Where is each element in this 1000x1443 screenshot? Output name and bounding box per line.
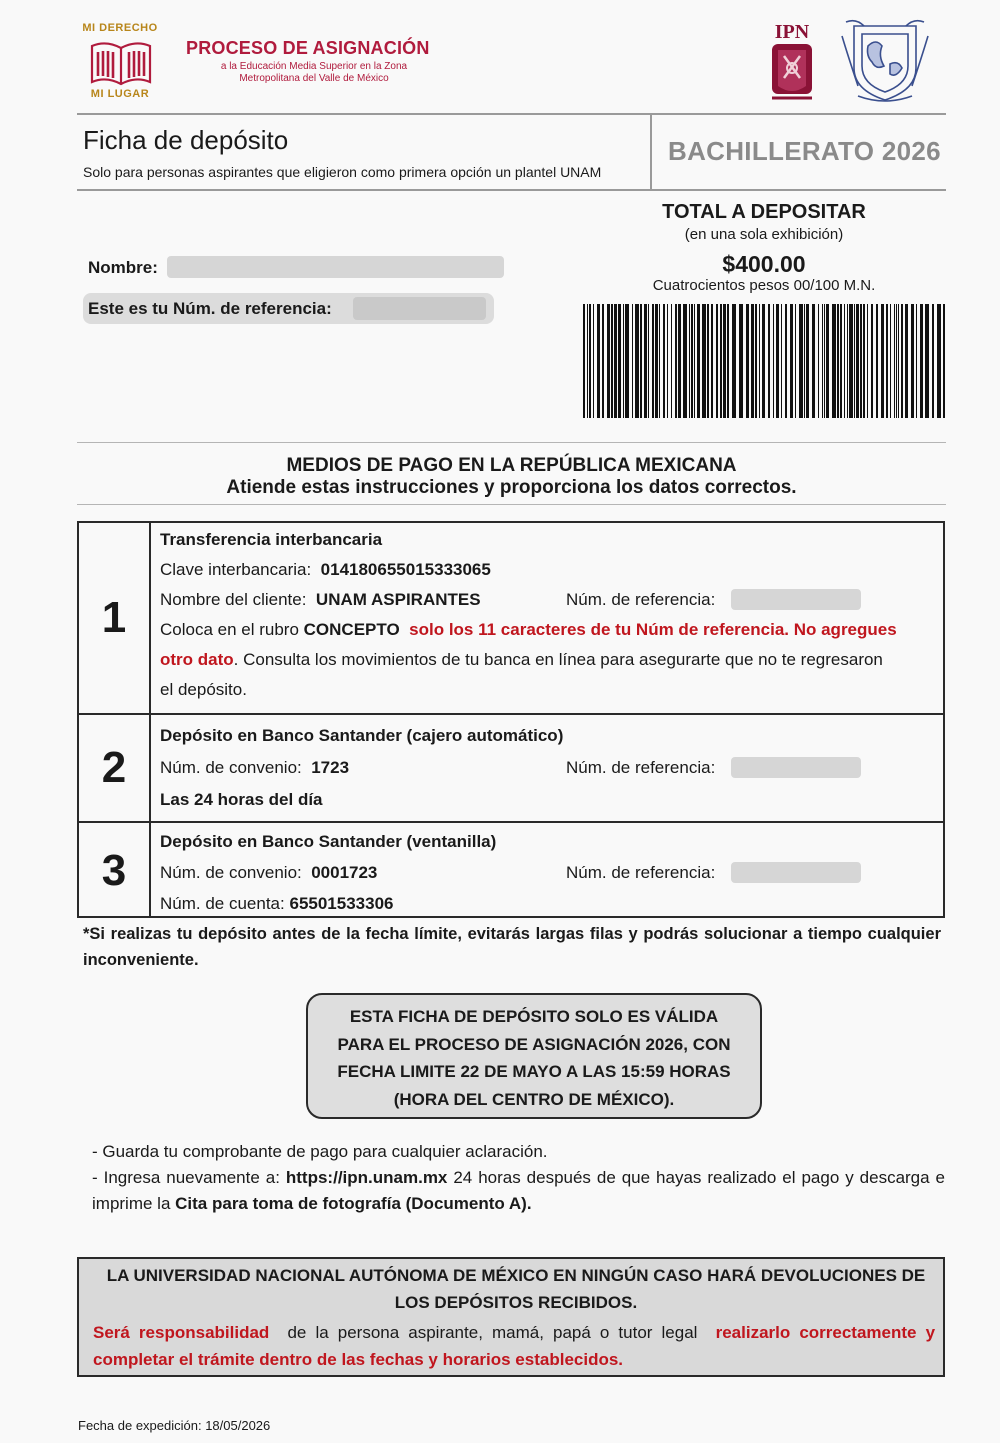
barcode-bar	[671, 304, 672, 418]
barcode-bar	[694, 304, 695, 418]
payment-method-row	[79, 823, 943, 918]
barcode-bar	[925, 304, 929, 418]
barcode-bar	[832, 304, 836, 418]
logo-bottom-text: MI LUGAR	[90, 88, 150, 100]
barcode-bar	[799, 304, 803, 418]
barcode-bar	[937, 304, 941, 418]
clabe-line	[160, 555, 937, 585]
barcode-bar	[689, 304, 690, 418]
barcode-bar	[943, 304, 945, 418]
amount-words: Cuatrocientos pesos 00/100 M.N.	[652, 277, 876, 294]
warning-body	[93, 1319, 935, 1373]
barcode-bar	[790, 304, 793, 418]
barcode-bar	[727, 304, 729, 418]
barcode-bar	[655, 304, 658, 418]
instr-concepto: CONCEPTO	[303, 620, 400, 639]
barcode-bar	[683, 304, 687, 418]
barcode-bar	[623, 304, 624, 418]
issue-date: Fecha de expedición: 18/05/2026	[78, 1418, 271, 1433]
process-subtitle-line-2: Metropolitana del Valle de México	[239, 73, 389, 84]
warning-red-1: Será responsabilidad	[93, 1323, 270, 1342]
barcode-bar	[822, 304, 823, 418]
warning-heading: LA UNIVERSIDAD NACIONAL AUTÓNOMA DE MÉXICO EN NINGÚN CASO HARÁ DEVOLUCIONES DE LOS DEPÓSITOS RECIBIDOS.	[106, 1266, 926, 1312]
client-label: Nombre del cliente:	[160, 590, 307, 609]
reference-label-row1: Núm. de referencia:	[566, 590, 716, 609]
barcode-bar	[697, 304, 700, 418]
barcode-bar	[854, 304, 855, 418]
method-title: Transferencia interbancaria	[160, 530, 383, 549]
barcode-bar	[804, 304, 805, 418]
barcode-bar	[667, 304, 668, 418]
reference-redacted	[353, 297, 486, 320]
barcode-bar	[826, 304, 829, 418]
barcode-bar	[593, 304, 594, 418]
barcode-bar	[901, 304, 903, 418]
barcode-bar	[663, 304, 665, 418]
barcode-bar	[711, 304, 713, 418]
barcode-bar	[597, 304, 600, 418]
ipn-logo-text: IPN	[774, 21, 810, 43]
barcode-bar	[785, 304, 787, 418]
convenio-line	[160, 857, 937, 888]
barcode-bar	[732, 304, 736, 418]
reference-label: Este es tu Núm. de referencia:	[88, 299, 332, 318]
barcode-bar	[837, 304, 839, 418]
deadline-note: *Si realizas tu depósito antes de la fecha límite, evitarás largas filas y podrás solucionar a tiempo cualquier inconveniente.	[83, 925, 941, 969]
barcode-bar	[768, 304, 770, 418]
barcode-bar	[675, 304, 677, 418]
header-divider	[650, 113, 652, 191]
validity-line-1: ESTA FICHA DE DEPÓSITO SOLO ES VÁLIDA	[349, 1007, 719, 1026]
ipn-logo-icon	[766, 16, 818, 104]
barcode-bar	[678, 304, 681, 418]
barcode-bar	[890, 304, 891, 418]
barcode-bar	[849, 304, 853, 418]
barcode-bar	[723, 304, 726, 418]
warning-red-2: realizarlo correctamente y completar el trámite dentro de las fechas y horarios establecidos.	[93, 1323, 936, 1369]
method-details	[160, 525, 937, 705]
method-number: 2	[79, 715, 151, 821]
instr-warning-1: solo los 11 caracteres de tu Núm de referencia. No agregues	[409, 620, 897, 639]
payment-heading	[77, 455, 946, 499]
header-bottom-rule	[77, 189, 946, 191]
barcode-bar	[847, 304, 848, 418]
instr-text-1: Coloca en el rubro	[160, 620, 299, 639]
instruction-text: - Ingresa nuevamente a:	[92, 1168, 280, 1187]
section-rule-2	[77, 504, 946, 505]
barcode-bar	[648, 304, 649, 418]
section-rule-1	[77, 442, 946, 443]
barcode-bar	[607, 304, 610, 418]
site-link[interactable]: https://ipn.unam.mx	[285, 1168, 448, 1187]
instructions-list	[92, 1139, 945, 1217]
barcode-bar	[755, 304, 757, 418]
barcode-bar	[762, 304, 765, 418]
header-top-rule	[77, 113, 946, 115]
payment-subtitle: Atiende estas instrucciones y proporciona los datos correctos.	[226, 477, 797, 498]
barcode-bar	[751, 304, 754, 418]
barcode-bar	[614, 304, 617, 418]
method-number: 1	[79, 523, 151, 713]
barcode-bar	[773, 304, 774, 418]
barcode-bar	[860, 304, 862, 418]
barcode-bar	[720, 304, 722, 418]
barcode-bar	[707, 304, 709, 418]
method-number: 3	[79, 823, 151, 918]
barcode-bar	[702, 304, 706, 418]
reference-label-row3: Núm. de referencia:	[566, 863, 716, 882]
logo-top-text: MI DERECHO	[82, 22, 158, 34]
barcode-bar	[776, 304, 779, 418]
barcode-bar	[716, 304, 718, 418]
hours: Las 24 horas del día	[160, 790, 323, 809]
barcode-bar	[583, 304, 585, 418]
refund-warning-box	[77, 1257, 945, 1377]
page-subtitle: Solo para personas aspirantes que eligieron como primera opción un plantel UNAM	[83, 164, 602, 180]
name-label: Nombre:	[88, 258, 158, 277]
method-details	[160, 720, 937, 816]
convenio-label: Núm. de convenio:	[160, 758, 302, 777]
process-subtitle	[186, 61, 442, 85]
barcode-bar	[898, 304, 899, 418]
barcode-bar	[856, 304, 859, 418]
barcode-bar	[911, 304, 914, 418]
barcode-bar	[691, 304, 693, 418]
instruction-item	[92, 1165, 945, 1217]
instruction-end: .	[526, 1194, 532, 1213]
instr-warning-2: otro dato	[160, 650, 234, 669]
barcode-bar	[625, 304, 629, 418]
client-value: UNAM ASPIRANTES	[315, 590, 481, 609]
method-title: Depósito en Banco Santander (ventanilla)	[160, 832, 497, 851]
reference-redacted-row3	[731, 862, 861, 883]
payment-method-row	[79, 523, 943, 715]
barcode-bar	[844, 304, 845, 418]
account-label: Núm. de cuenta:	[160, 894, 285, 913]
process-title: PROCESO DE ASIGNACIÓN	[186, 38, 430, 58]
barcode-bar	[652, 304, 654, 418]
convenio-label: Núm. de convenio:	[160, 863, 302, 882]
barcode-bar	[818, 304, 819, 418]
barcode-bar	[587, 304, 588, 418]
barcode-bar	[894, 304, 895, 418]
payment-title: MEDIOS DE PAGO EN LA REPÚBLICA MEXICANA	[286, 455, 737, 476]
barcode-bar	[812, 304, 815, 418]
barcode-bar	[932, 304, 934, 418]
reference-label-row2: Núm. de referencia:	[566, 758, 716, 777]
payment-method-row	[79, 715, 943, 823]
convenio-line	[160, 752, 937, 784]
barcode-bar	[881, 304, 884, 418]
barcode-bar	[867, 304, 868, 418]
account-line	[160, 888, 937, 919]
total-amount: $400.00	[722, 251, 806, 277]
barcode-bar	[739, 304, 743, 418]
barcode-bar	[871, 304, 873, 418]
barcode-bar	[840, 304, 842, 418]
barcode-bar	[640, 304, 642, 418]
barcode-bar	[602, 304, 604, 418]
document-name: Cita para toma de fotografía (Documento A)	[175, 1194, 527, 1213]
payment-methods-table	[77, 521, 945, 918]
client-line	[160, 585, 937, 615]
account-value: 65501533306	[289, 894, 394, 913]
program-title: BACHILLERATO 2026	[668, 136, 941, 166]
barcode-bar	[759, 304, 760, 418]
barcode-bar	[795, 304, 796, 418]
total-heading: TOTAL A DEPOSITAR	[662, 201, 866, 223]
method-instructions	[160, 615, 937, 705]
barcode-bar	[611, 304, 613, 418]
validity-line-3: FECHA LIMITE 22 DE MAYO A LAS 15:59 HORAS	[337, 1062, 731, 1081]
barcode-bar	[896, 304, 897, 418]
instr-text-3: el depósito.	[160, 680, 247, 699]
unam-seal-icon	[838, 16, 932, 104]
reference-redacted-row2	[731, 757, 861, 778]
process-subtitle-line-1: a la Educación Media Superior en la Zona	[220, 61, 408, 72]
barcode-bar	[863, 304, 865, 418]
page-title: Ficha de depósito	[83, 125, 289, 155]
barcode-bar	[746, 304, 749, 418]
barcode	[583, 304, 953, 418]
barcode-bar	[632, 304, 633, 418]
barcode-bar	[824, 304, 825, 418]
barcode-bar	[905, 304, 908, 418]
clabe-value: 014180655015333065	[320, 560, 491, 579]
book-logo-icon	[88, 36, 154, 88]
reference-redacted-row1	[731, 589, 861, 610]
barcode-bar	[876, 304, 878, 418]
barcode-bar	[916, 304, 917, 418]
instr-text-2: . Consulta los movimientos de tu banca en línea para asegurarte que no te regresaron	[233, 650, 883, 669]
barcode-bar	[618, 304, 621, 418]
instruction-item: - Guarda tu comprobante de pago para cualquier aclaración.	[92, 1142, 548, 1161]
method-title: Depósito en Banco Santander (cajero automático)	[160, 726, 564, 745]
convenio-value: 1723	[311, 758, 350, 777]
clabe-label: Clave interbancaria:	[160, 560, 312, 579]
validity-line-4: (HORA DEL CENTRO DE MÉXICO).	[393, 1089, 675, 1109]
barcode-bar	[806, 304, 809, 418]
method-details	[160, 826, 937, 919]
barcode-bar	[589, 304, 591, 418]
barcode-bar	[920, 304, 923, 418]
validity-box	[306, 993, 762, 1119]
barcode-bar	[659, 304, 660, 418]
convenio-value: 0001723	[311, 863, 378, 882]
warning-text: de la persona aspirante, mamá, papá o tutor legal	[287, 1323, 698, 1342]
total-note: (en una sola exhibición)	[684, 226, 844, 243]
validity-line-2: PARA EL PROCESO DE ASIGNACIÓN 2026, CON	[337, 1034, 731, 1054]
name-redacted	[167, 256, 504, 278]
barcode-bar	[635, 304, 639, 418]
barcode-bar	[781, 304, 782, 418]
barcode-bar	[886, 304, 888, 418]
barcode-bar	[644, 304, 647, 418]
instruction-text: 24 horas después de que hayas realizado el pago y descarga e imprime la	[92, 1168, 945, 1213]
